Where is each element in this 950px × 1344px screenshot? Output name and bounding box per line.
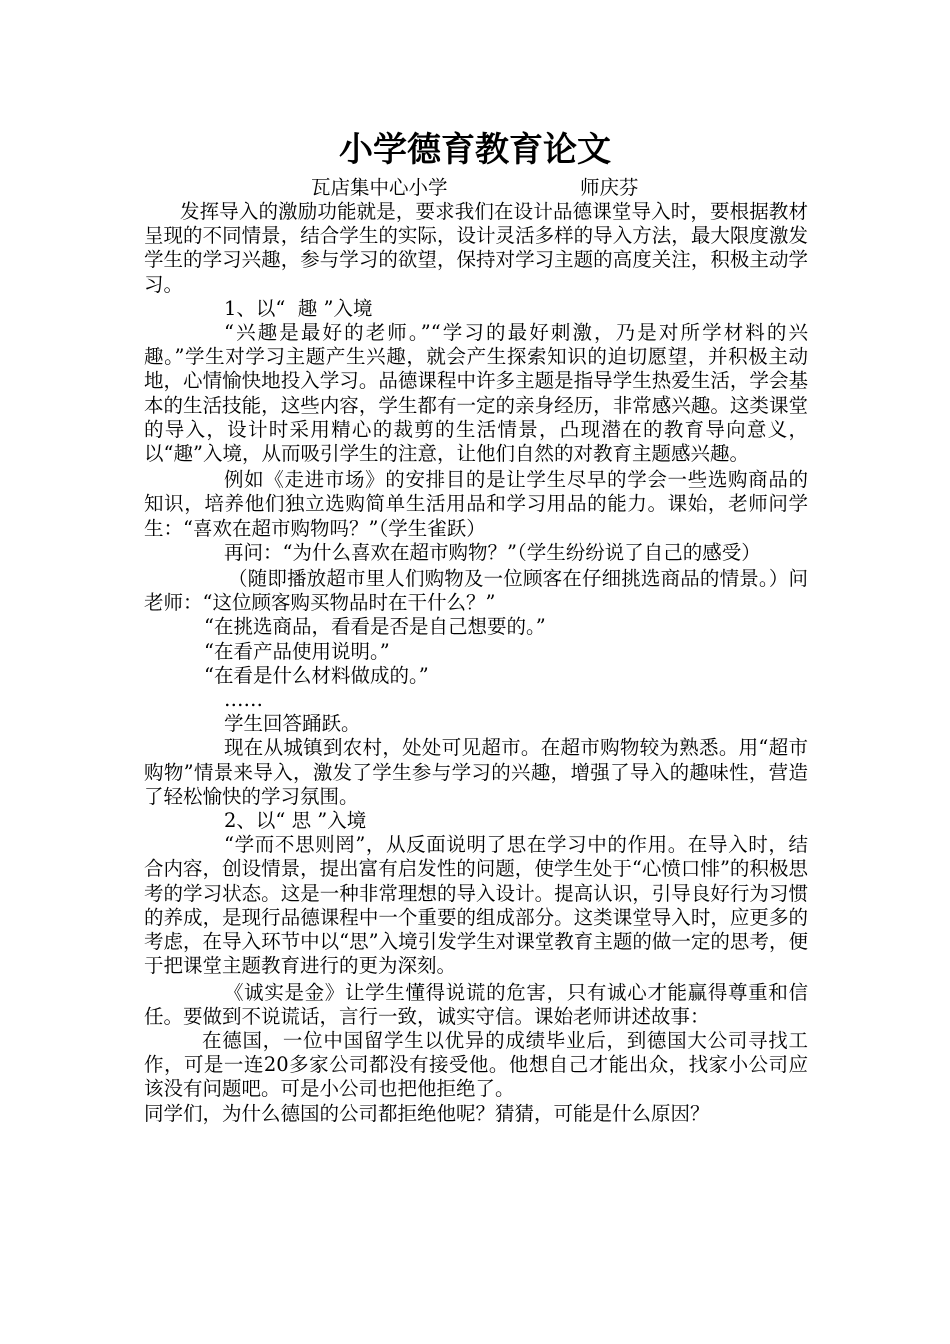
paragraph: “兴趣是最好的老师。”“学习的最好刺激，乃是对所学材料的兴趣。”学生对学习主题产生兴趣，就会产生探索知识的迫切愿望，并积极主动地，心情愉快地投入学习。品德课程中许多主题是指导学生热爱生活，学会基本的生活技能，这些内容，学生都有一定的亲身经历，非常感兴趣。这类课堂的导入，设计时采用精心的裁剪的生活情景，凸现潜在的教育导向意义，以“趣”入境，从而吸引学生的注意，让他们自然的对教育主题感兴趣。 xyxy=(144,321,808,466)
ellipsis-line: …… xyxy=(224,688,263,712)
paragraph: 同学们，为什么德国的公司都拒绝他呢？猜猜，可能是什么原因？ xyxy=(144,1101,710,1125)
paragraph: 现在从城镇到农村，处处可见超市。在超市购物较为熟悉。用“超市购物”情景来导入，激发了学生参与学习的兴趣，增强了导入的趣味性，营造了轻松愉快的学习氛围。 xyxy=(144,736,808,808)
section-heading-interest: 1、以“ 趣 ”入境 xyxy=(224,296,373,320)
paragraph: 例如《走进市场》的安排目的是让学生尽早的学会一些选购商品的知识，培养他们独立选购简单生活用品和学习用品的能力。课始，老师问学生：“喜欢在超市购物吗？”（学生雀跃） xyxy=(144,468,808,540)
section-heading-think: 2、以“ 思 ”入境 xyxy=(224,809,367,833)
paragraph: （随即播放超市里人们购物及一位顾客在仔细挑选商品的情景。）问老师：“这位顾客购买物品时在干什么？” xyxy=(144,567,808,615)
school-name: 瓦店集中心小学 xyxy=(311,176,448,199)
dialogue-line: “在看是什么材料做成的。” xyxy=(204,663,429,687)
author-name: 师庆芬 xyxy=(580,176,639,199)
paragraph: 《诚实是金》让学生懂得说谎的危害，只有诚心才能赢得尊重和信任。要做到不说谎话，言行一致，诚实守信。课始老师讲述故事： xyxy=(144,980,808,1028)
paragraph-intro: 发挥导入的激励功能就是，要求我们在设计品德课堂导入时，要根据教材呈现的不同情景，结合学生的实际，设计灵活多样的导入方法，最大限度激发学生的学习兴趣，参与学习的欲望，保持对学习主题的高度关注，积极主动学习。 xyxy=(144,200,808,296)
paragraph: 在德国，一位中国留学生以优异的成绩毕业后，到德国大公司寻找工作，可是一连20多家公司都没有接受他。他想自己才能出众，找家小公司应该没有问题吧。可是小公司也把他拒绝了。 xyxy=(144,1028,808,1101)
dialogue-line: “在看产品使用说明。” xyxy=(204,639,390,663)
paragraph: 学生回答踊跃。 xyxy=(224,712,361,736)
dialogue-line: “在挑选商品，看看是否是自己想要的。” xyxy=(204,615,546,639)
document-title: 小学德育教育论文 xyxy=(339,130,611,170)
paragraph: “学而不思则罔”，从反面说明了思在学习中的作用。在导入时，结合内容，创设情景，提出富有启发性的问题，使学生处于“心愤口悱”的积极思考的学习状态。这是一种非常理想的导入设计。提高认识，引导良好行为习惯的养成，是现行品德课程中一个重要的组成部分。这类课堂导入时，应更多的考虑，在导入环节中以“思”入境引发学生对课堂教育主题的做一定的思考，便于把课堂主题教育进行的更为深刻。 xyxy=(144,833,808,978)
document-body xyxy=(144,200,808,1126)
paragraph: 再问：“为什么喜欢在超市购物？”（学生纷纷说了自己的感受） xyxy=(224,540,761,564)
